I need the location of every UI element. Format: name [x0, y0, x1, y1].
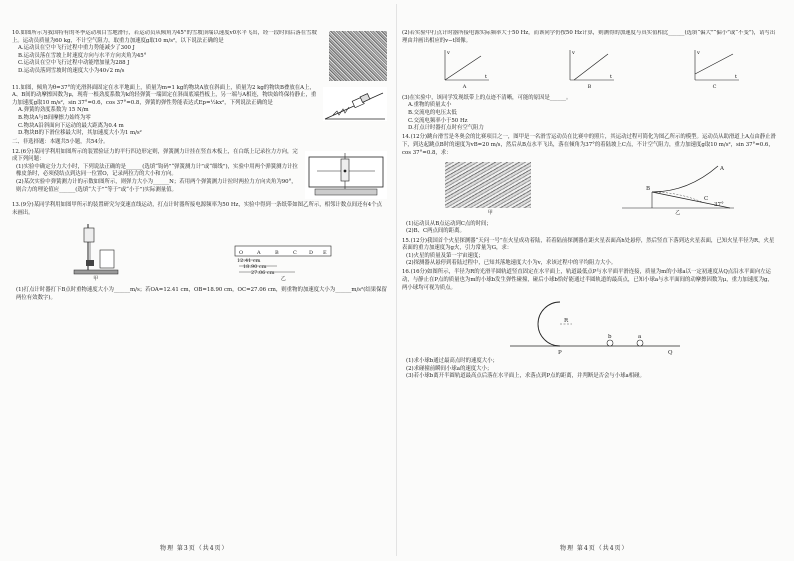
option-d: D.打点计时器打点时有空气阻力	[408, 125, 484, 132]
question-part: (2)探测器从悬停到着陆过程中，已知其落地速度大小为v，求该过程中的平均阻力大小。	[406, 260, 617, 267]
question-part: (2)某次实验中弹簧测力计的示数如图所示，则弹力大小为______N；若用两个弹簧测力计拉时两拉力方向夹角为90°，则合力的理论值应______(选填“大于”“等于”或“小于”)实际测量值。	[16, 178, 297, 193]
vt-graph-a	[439, 48, 491, 92]
question-part: (2)求碰撞前瞬间小球a的速度大小；	[406, 365, 493, 372]
option-c: C.运动员在空中飞行过程中动能增加量为288 J	[18, 60, 130, 67]
option-b: B.物块A与B间摩擦力始终为零	[18, 114, 91, 121]
vt-graph-c-y-label: v	[696, 50, 700, 57]
figure-label-yi: 乙	[280, 276, 286, 283]
figure-label-yi: 乙	[675, 210, 681, 217]
question-part: (1)火星的质量及第一宇宙速度；	[406, 252, 484, 259]
vt-graph-a-axes	[439, 48, 491, 84]
tape-dimension-ob: 18.90 cm	[243, 264, 267, 271]
vt-graph-c-x-label: t	[734, 74, 737, 81]
question-11	[12, 85, 387, 138]
tape-point-c: C	[293, 250, 298, 257]
vt-graph-b	[564, 48, 616, 92]
question-part: (3)在实验中，该同学发现纸带上的点迹不清晰，可能的原因是______。	[402, 94, 572, 101]
vt-graph-a-x-label: t	[484, 74, 487, 81]
question-text: 13.(9分)某同学利用如图甲所示的装置研究匀变速直线运动，打点计时器所接电源频率为50 Hz，实验中得到一条纸带如图乙所示，相邻计数点间还有4个点未画出。	[12, 202, 382, 216]
option-a: A.重物的质量太小	[408, 102, 452, 109]
point-p-label: P	[557, 350, 562, 357]
question-text: 11.如图，倾角为θ=37°的光滑斜面固定在水平地面上，质量为m=1 kg的物块A放在斜面上，质量为2 kg的物块B叠放在A上，A、B间的动摩擦因数为μ，现将一根劲度系数为k的轻弹簧一端固定在斜面底端挡板上，另一端与A相连，物块始终保持静止，重力加速度g取10 m/s²，sin 37°=0.6，cos 37°=0.8，弹簧的弹性势能表达式Ep=½kx²，下列说法正确的是	[12, 84, 317, 106]
option-b: B.运动员落在雪坡上时速度方向与水平方向夹角为45°	[18, 52, 147, 59]
paper-tape-figure	[233, 242, 333, 276]
question-text: 15.(12分)我国首个火星探测器“天问一号”在火星成功着陆，若着陆前探测器在距火星表面高h处悬停，然后竖直下落到达火星表面，已知火星半径为R，火星表面的重力加速度为g火，引力常量为G，求：	[402, 237, 775, 252]
option-a: A.运动员在空中飞行过程中重力势能减少了300 J	[18, 45, 135, 52]
left-page	[12, 30, 387, 535]
tape-point-o: O	[239, 250, 244, 257]
option-a: A.弹簧的劲度系数为 15 N/m	[18, 107, 89, 114]
right-page-footer: 物理 第4页（共4页）	[560, 545, 629, 552]
tape-point-b: B	[275, 250, 279, 257]
question-text: 14.(12分)跳台滑雪是冬奥会的比赛项目之一，图甲是一名滑雪运动员在比赛中的照片，其运动过程可简化为图乙所示的模型。运动员从助滑道上A点由静止滑下，到达起跳点B时的速度为vB=20 m/s，然后从B点水平飞出，落在倾角为37°的着陆坡上C点，不计空气阻力，重力加速度g取10 m/s²，sin 37°=0.6，cos 37°=0.8，求：	[402, 134, 776, 156]
point-b-label: B	[645, 186, 650, 193]
ball-a-label: a	[637, 334, 641, 341]
question-part: (1)实验中确定分力大小时，下列说法正确的是______(选填“钩码”“弹簧测力计”或“细线”)，实验中用两个弹簧测力计拉橡皮条时，必须使结点到达同一位置O，记录两拉力的大小和方向。	[16, 163, 298, 178]
question-16	[402, 269, 777, 381]
option-d: D.运动员落到雪坡时的速度大小为40√2 m/s	[18, 67, 125, 74]
question-text: 12.(6分)某同学利用如图所示的装置验证力的平行四边形定则，弹簧测力计挂在竖直木板上，在白纸上记录拉力方向，完成下列问题：	[12, 148, 298, 163]
q14-figures	[402, 160, 777, 218]
question-text: 10.如图所示为我国特有的冬季运动项目雪地滑行，若运动员从倾角为45°的雪坡顶端以速度v0水平飞出，经一段时间后落在雪坡上。运动员质量为60 kg，不计空气阻力，取重力加速度g取10 m/s²，以下说法正确的是	[12, 30, 317, 44]
tape-dimension-oa: 12.41 cm	[237, 258, 261, 265]
point-q-label: Q	[667, 350, 673, 357]
angle-label: 37°	[713, 202, 724, 209]
point-c-label: C	[703, 196, 708, 203]
q13-figure-yi	[233, 242, 333, 284]
right-page	[402, 30, 777, 535]
figure-label-jia: 甲	[487, 210, 493, 217]
option-d: D.物块B的下滑位移最大时，其加速度大小为1 m/s²	[18, 130, 142, 137]
question-text: 16.(16分)如图所示，半径为R的光滑半圆轨道竖直固定在水平面上，轨道最低点P与水平面平滑连接，质量为m的小球a以一定初速度从Q点沿水平面向左运动，与静止在P点的质量也为m的小球b发生弹性碰撞，碰后小球b恰好能通过半圆轨道的最高点，已知小球a与水平面间的动摩擦因数为μ，重力加速度为g，两小球均可视为质点。	[402, 269, 773, 291]
question-part: (3)若小球b离开半圆轨道最高点后落在水平面上，求落点到P点的距离，并判断是否会与小球a相碰。	[406, 373, 645, 380]
ball-b-label: b	[607, 334, 612, 341]
vt-graph-a-label: A	[462, 84, 467, 91]
option-b: B.交流电的电压太低	[408, 109, 457, 116]
q14-figure-jia	[441, 160, 539, 218]
question-part: (2)若实验中打点计时器所接电源实际频率大于50 Hz，而该同学仍按50 Hz计算，则测得的加速度与真实值相比______(选填“偏大”“偏小”或“不变”)，请写出理由并画出相应的v−t图像。	[402, 30, 776, 44]
radius-label: R	[563, 318, 568, 325]
vt-graph-c	[689, 48, 741, 92]
ski-jump-diagram	[618, 162, 738, 210]
q13-figure-jia	[66, 220, 126, 284]
ski-jumper-photo	[445, 162, 531, 208]
question-13-continued	[402, 30, 777, 133]
question-part: (1)打点计时器打下B点时重物速度大小为______m/s；若OA=12.41 cm，OB=18.90 cm，OC=27.06 cm，则重物的加速度大小为______m/s²(结果保留两位有效数字)。	[16, 286, 387, 301]
question-10	[12, 30, 387, 83]
vt-graph-b-x-label: t	[609, 74, 612, 81]
tape-point-d: D	[309, 250, 314, 257]
vt-graph-c-label: C	[712, 84, 717, 91]
left-page-footer: 物理 第3页（共4页）	[160, 545, 229, 552]
vt-graph-b-axes	[564, 48, 616, 84]
point-a-label: A	[719, 166, 724, 173]
tape-dimension-oc: 27.06 cm	[251, 270, 275, 277]
vt-graph-row	[402, 48, 777, 92]
ski-photo-figure	[329, 31, 387, 81]
question-part: (1)求小球b通过最高点时的速度大小；	[406, 358, 498, 365]
figure-label-jia: 甲	[93, 276, 99, 283]
vt-graph-b-label: B	[587, 84, 592, 91]
option-c: C.物块A沿斜面向下运动的最大距离为0.4 m	[18, 122, 124, 129]
vt-graph-c-axes	[689, 48, 741, 84]
q14-figure-yi	[618, 162, 738, 218]
page-divider	[396, 4, 397, 556]
question-13	[12, 202, 387, 302]
question-12	[12, 149, 387, 201]
vt-graph-a-y-label: v	[446, 50, 450, 57]
vt-graph-b-y-label: v	[571, 50, 575, 57]
incline-spring-figure	[323, 87, 387, 121]
question-part: (1)运动员从B点运动到C点的时间；	[406, 220, 492, 227]
question-part: (2)B、C两点间的距离。	[406, 228, 465, 235]
question-14	[402, 134, 777, 236]
q13-figures	[12, 220, 387, 284]
option-c: C.交流电频率小于50 Hz	[408, 117, 468, 124]
tape-point-e: E	[323, 250, 327, 257]
force-board-figure	[305, 151, 387, 199]
question-15	[402, 238, 777, 268]
section-heading: 二、非选择题：本题共5小题，共54分。	[12, 139, 109, 146]
timer-apparatus-figure	[66, 220, 126, 276]
semicircle-track-figure	[490, 294, 690, 356]
tape-point-a: A	[257, 250, 261, 257]
